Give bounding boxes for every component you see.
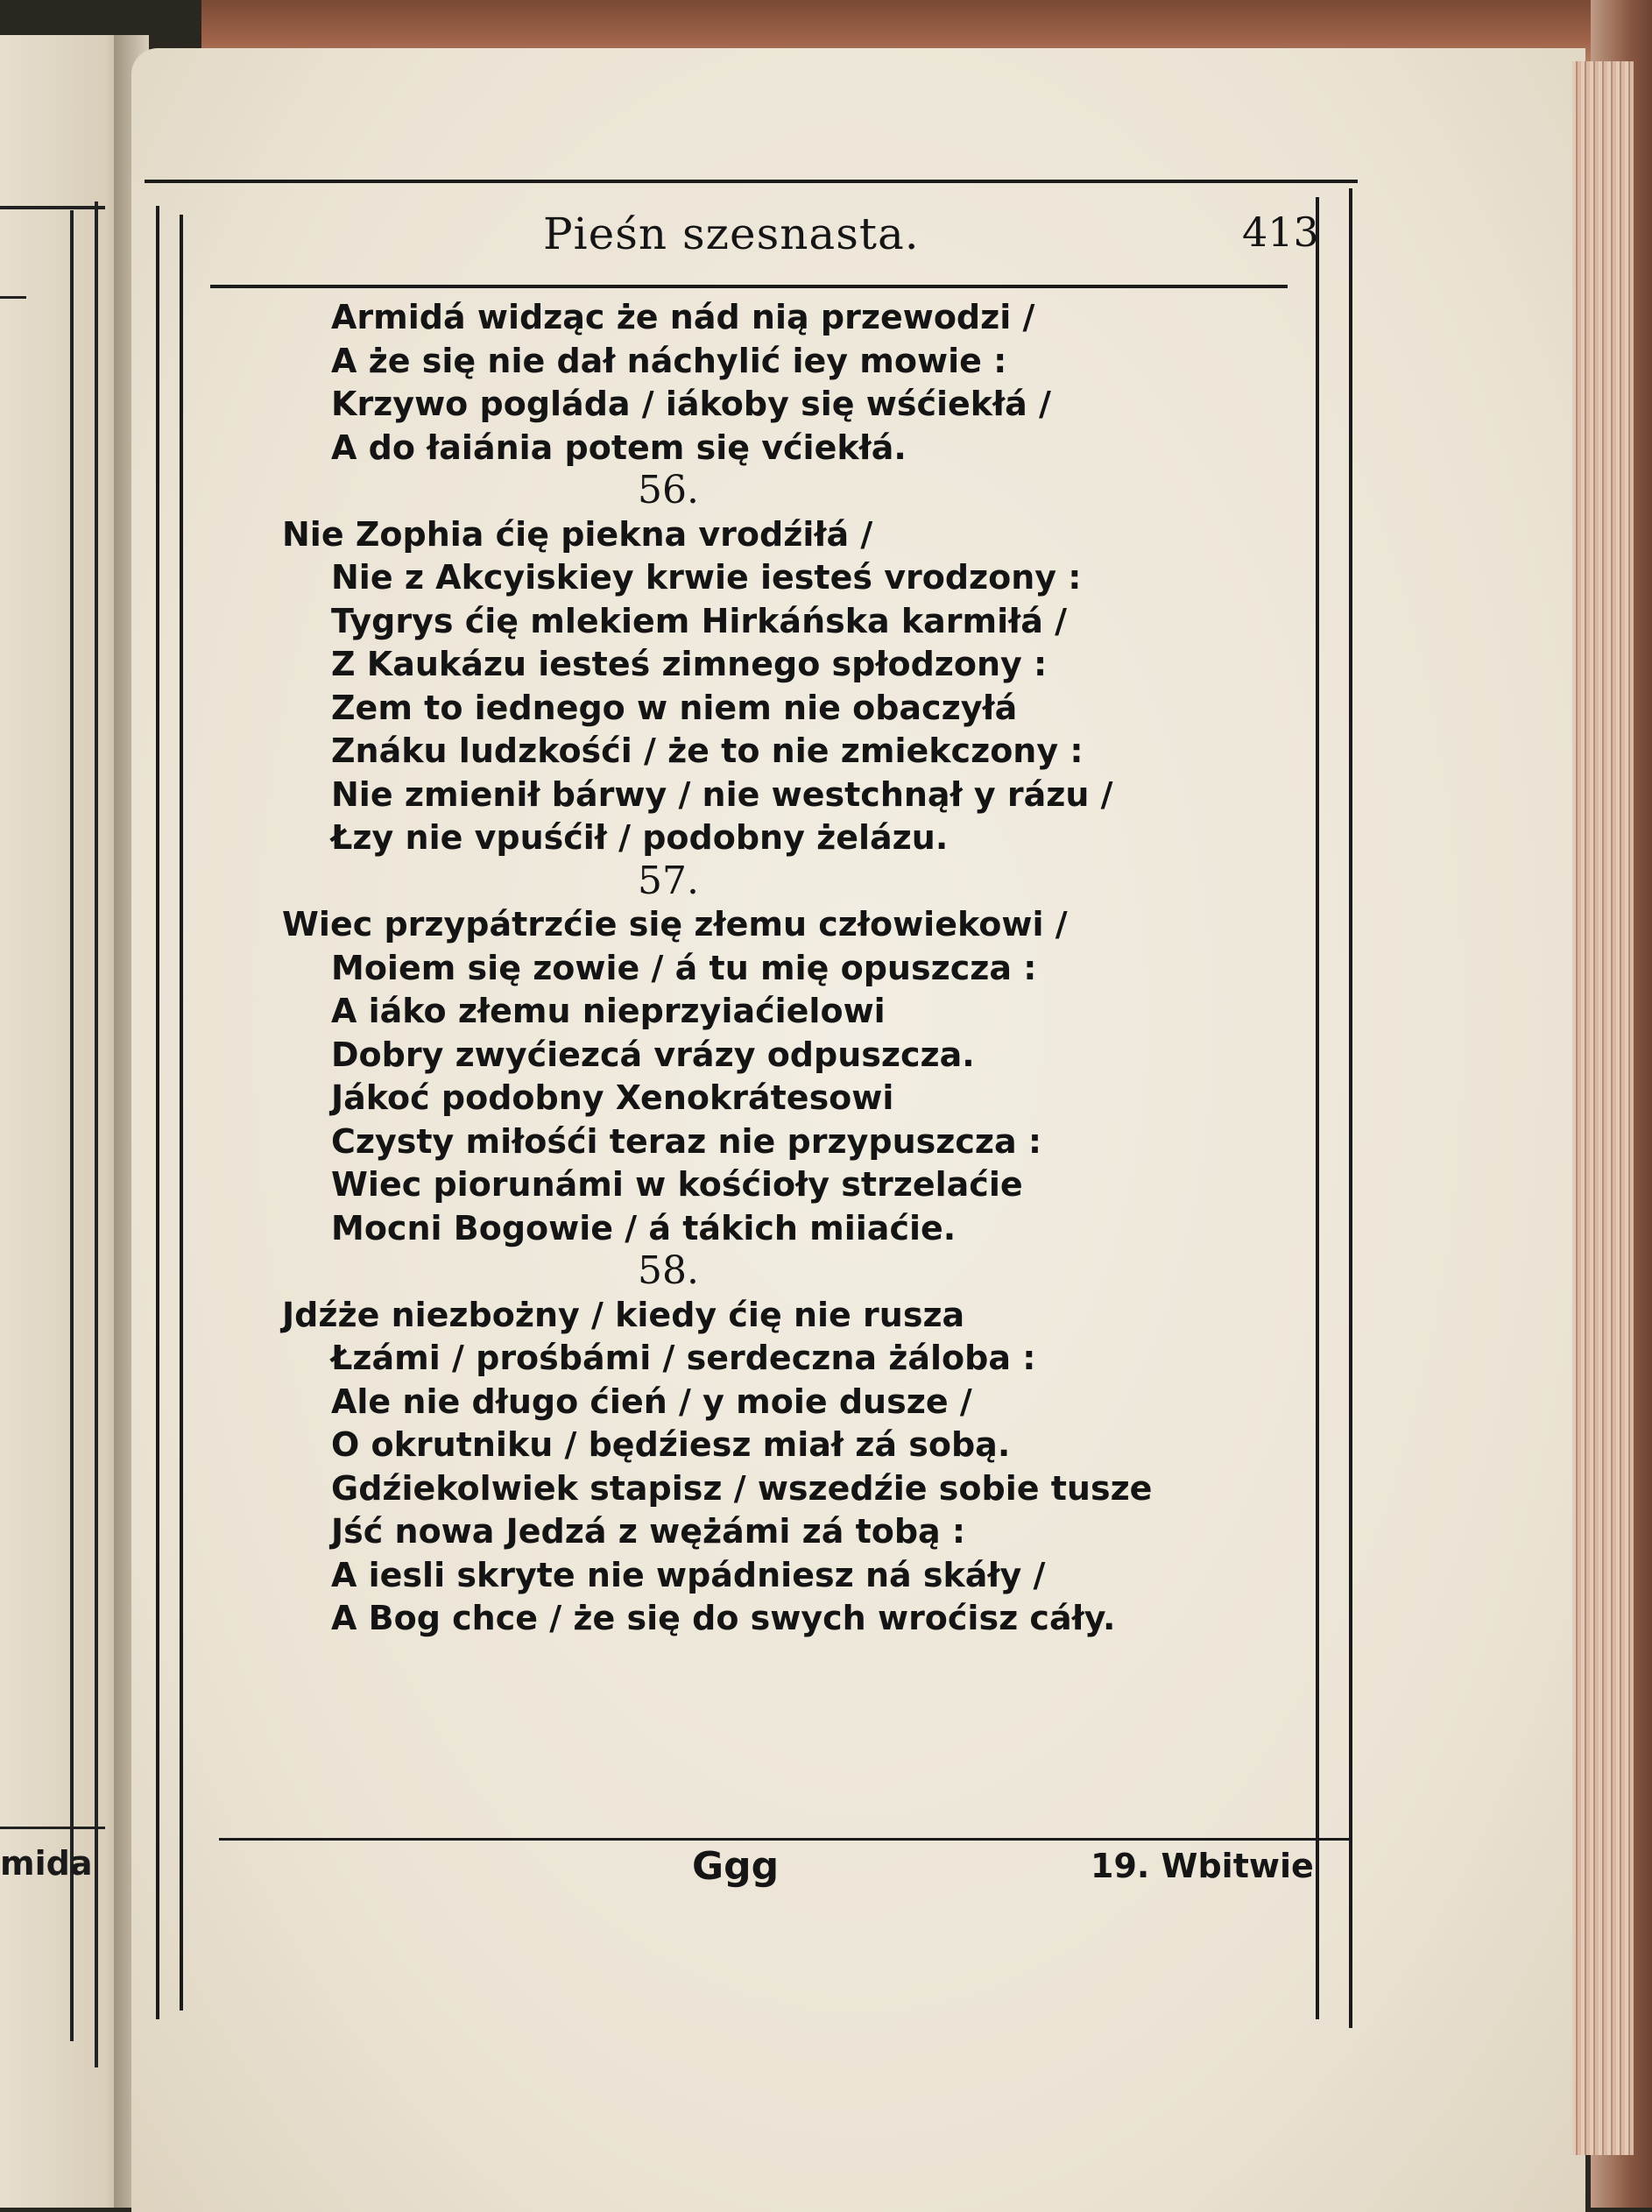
signature-mark: Ggg <box>692 1844 780 1889</box>
verse-line: Nie z Akcyiskiey krwie iesteś vrodzony : <box>331 558 1082 597</box>
verse-line: Zem to iednego w niem nie obaczyłá <box>331 688 1018 727</box>
verse-line: Krzywo pogláda / iákoby się wśćiekłá / <box>331 385 1051 423</box>
verse-line: A że się nie dał náchylić iey mowie : <box>331 341 1007 380</box>
verse-line: Gdźiekolwiek stapisz / wszedźie sobie tusze <box>331 1468 1153 1508</box>
verse-line: Mocni Bogowie / á tákich miiaćie. <box>331 1208 957 1247</box>
verse-line: Łzy nie vpuśćił / podobny żelázu. <box>331 818 949 857</box>
previous-page-catchword: mida <box>0 1844 93 1883</box>
running-head: Pieśn szesnasta. <box>543 208 920 259</box>
stanza-number: 58. <box>638 1248 699 1293</box>
verse-line: Nie Zophia ćię piekna vrodźiłá / <box>282 514 873 554</box>
verse-line: Łzámi / prośbámi / serdeczna żáloba : <box>331 1339 1036 1377</box>
verse-line: Tygrys ćię mlekiem Hirkáńska karmiłá / <box>331 601 1068 640</box>
verse-line: O okrutniku / będźiesz miał zá sobą. <box>331 1425 1011 1464</box>
stanza-number: 57. <box>638 858 699 903</box>
verse-line: Dobry zwyćiezcá vrázy odpuszcza. <box>331 1035 975 1074</box>
verse-line: A do łaiánia potem się vćiekłá. <box>331 428 907 467</box>
verse-line: Znáku ludzkośći / że to nie zmiekczony : <box>331 731 1084 770</box>
verse-line: Z Kaukázu iesteś zimnego spłodzony : <box>331 645 1048 683</box>
verse-line: Jść nowa Jedzá z wężámi zá tobą : <box>331 1512 966 1551</box>
verse-line: A Bog chce / że się do swych wroćisz cáły. <box>331 1599 1116 1637</box>
verse-line: Wiec przypátrzćie się złemu człowiekowi / <box>282 905 1068 943</box>
verse-line: Nie zmienił bárwy / nie westchnął y rázu / <box>331 774 1113 814</box>
verse-line: Jákoć podobny Xenokrátesowi <box>331 1078 894 1117</box>
verse-line: Czysty miłośći teraz nie przypuszcza : <box>331 1121 1042 1161</box>
verse-line: Jdźże niezbożny / kiedy ćię nie rusza <box>282 1295 965 1334</box>
catchword: 19. Wbitwie <box>1091 1847 1314 1885</box>
verse-line: Armidá widząc że nád nią przewodzi / <box>331 298 1035 336</box>
verse-line: A iáko złemu nieprzyiaćielowi <box>331 992 886 1030</box>
verse-line: Ale nie długo ćień / y moie dusze / <box>331 1382 972 1421</box>
verse-line: Wiec piorunámi w kośćioły strzelaćie <box>331 1165 1023 1204</box>
verse-line: A iesli skryte nie wpádniesz ná skáły / <box>331 1555 1046 1594</box>
verse-line: Moiem się zowie / á tu mię opuszcza : <box>331 948 1037 987</box>
page-number: 413 <box>1242 208 1319 256</box>
stanza-number: 56. <box>638 468 699 512</box>
